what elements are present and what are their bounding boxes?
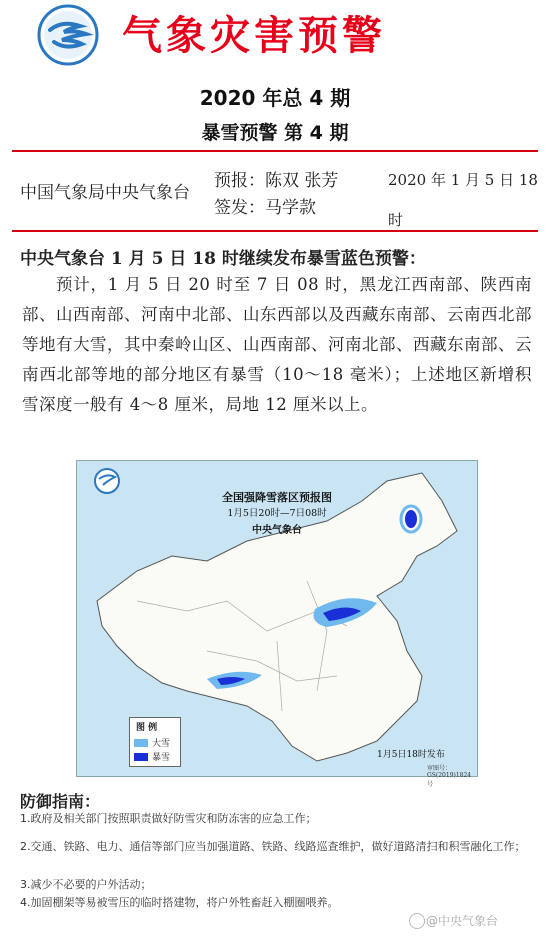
legend-item xyxy=(134,750,170,763)
map-subtitle: 1月5日20时—7日08时 xyxy=(227,508,327,519)
issue-number: 2020 年总 4 期 xyxy=(199,86,351,110)
legend-label: 大雪 xyxy=(152,739,171,749)
map-legend xyxy=(129,717,181,767)
legend-item xyxy=(134,736,170,749)
signer: 签发：马学款 xyxy=(214,198,316,218)
watermark: @中央气象台 xyxy=(426,914,499,928)
guide-item: 1.政府及相关部门按照职责做好防雪灾和防冻害的应急工作； xyxy=(20,812,317,825)
map-title: 全国强降雪落区预报图 xyxy=(222,491,332,504)
warning-headline: 中央气象台 1 月 5 日 18 时继续发布暴雪蓝色预警： xyxy=(20,249,426,269)
forecaster: 预报：陈双 张芳 xyxy=(214,171,339,191)
cma-logo-icon xyxy=(36,4,100,66)
map-issue-date: 1月5日18时发布 xyxy=(377,750,445,760)
header-divider xyxy=(12,150,538,152)
guide-title: 防御指南： xyxy=(20,792,101,811)
guide-item: 3.减少不必要的户外活动； xyxy=(20,878,152,891)
weibo-watermark-icon xyxy=(409,913,425,929)
issuing-org: 中国气象局中央气象台 xyxy=(20,183,190,203)
legend-swatch-heavy-snow xyxy=(134,739,148,747)
map-org: 中央气象台 xyxy=(252,525,302,536)
issue-date: 2020 年 1 月 5 日 18 时 xyxy=(388,171,538,229)
legend-swatch-blizzard xyxy=(134,753,148,761)
bulletin-title: 气象灾害预警 xyxy=(122,12,386,59)
guide-item: 4.加固棚架等易被雪压的临时搭建物，将户外牲畜赶入棚圈喂养。 xyxy=(20,896,339,909)
legend-label: 暴雪 xyxy=(152,753,171,763)
map-credit: 审图号：GS(2019)1824号 xyxy=(427,765,472,788)
snowfall-forecast-map xyxy=(76,460,478,788)
warning-issue: 暴雪预警 第 4 期 xyxy=(201,122,349,144)
guide-item: 2.交通、铁路、电力、通信等部门应当加强道路、铁路、线路巡查维护，做好道路清扫和积雪融化工作； xyxy=(20,840,526,853)
section-divider xyxy=(12,230,538,232)
legend-title: 图 例 xyxy=(136,723,158,733)
warning-paragraph: 预计，1 月 5 日 20 时至 7 日 08 时，黑龙江西南部、陕西南部、山西南部、河南中北部、山东西部以及西藏东南部、云南西北部等地有大雪，其中秦岭山区、山西南部、河南北部、西藏东南部、云南西北部等地的部分地区有暴雪（10～18 毫米）；上述地区新增积雪深度一般有 4～8 厘米，局地 12 厘米以上。 xyxy=(22,275,532,414)
